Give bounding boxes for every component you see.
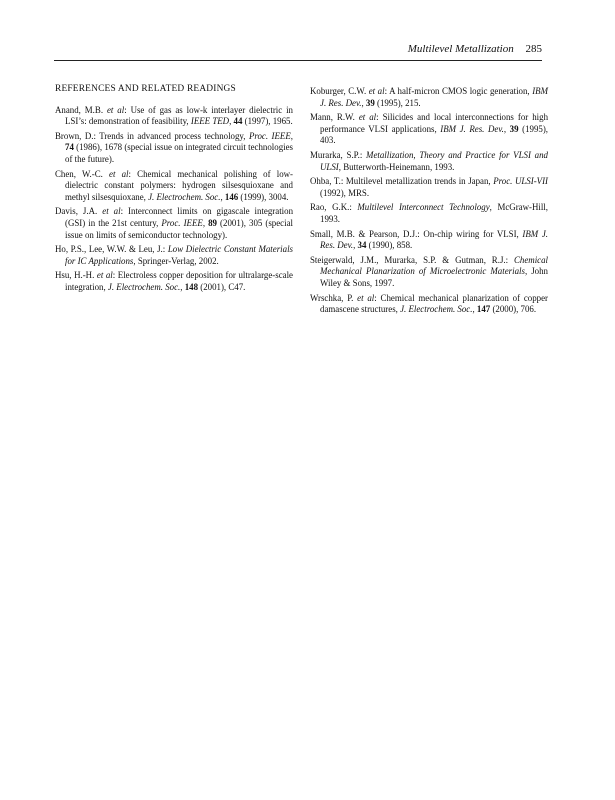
reference-text: , Springer-Verlag, 2002. — [133, 255, 219, 266]
reference-text: : Interconnect limits on gigascale integration (GSI) in the 21st century, — [65, 206, 294, 228]
reference-text: , — [353, 240, 358, 251]
reference-text: (2000), 706. — [490, 304, 537, 315]
reference-text: Murarka, S.P.: — [310, 149, 367, 160]
section-heading: REFERENCES AND RELATED READINGS — [55, 84, 236, 94]
page-number: 285 — [525, 43, 542, 55]
reference-text: Ohba, T.: Multilevel metallization trends in Japan, — [310, 176, 494, 187]
reference-text: Metallization, Theory and Practice for VLSI and ULSI — [320, 149, 548, 172]
reference-text: (1997), 1965. — [242, 116, 293, 127]
reference-text: Proc. IEEE — [248, 130, 291, 141]
reference-text: 146 — [224, 191, 239, 202]
reference-entry — [55, 169, 293, 204]
reference-text: , — [361, 97, 366, 108]
reference-text: Proc. IEEE — [161, 217, 203, 228]
reference-text: : A half-micron CMOS logic generation, — [384, 86, 533, 96]
reference-text: Chen, W.-C. — [55, 168, 110, 179]
reference-text: IBM J. Res. Dev. — [320, 228, 549, 251]
reference-text: Low Dielectric Constant Materials for IC Applications — [65, 244, 293, 266]
reference-entry — [310, 255, 548, 290]
reference-text: (1999), 3004. — [238, 191, 289, 202]
reference-entry — [55, 131, 293, 166]
reference-text: , — [220, 191, 225, 202]
reference-text: (1992), MRS. — [320, 187, 370, 198]
right-column — [310, 86, 548, 319]
reference-text: (1995), 403. — [320, 123, 548, 146]
reference-entry — [310, 176, 548, 199]
reference-entry — [310, 229, 548, 252]
reference-text: , — [180, 281, 185, 292]
reference-text: : Chemical mechanical polishing of low-dielectric constant polymers: hydrogen silsesquioxane and methyl silsesquioxane, — [65, 168, 293, 202]
reference-text: et al — [109, 168, 129, 179]
reference-entry — [55, 244, 293, 267]
running-title: Multilevel Metallization — [407, 43, 514, 55]
reference-text: : Silicides and local interconnections for high performance VLSI applications, — [320, 112, 549, 134]
reference-text: et al — [368, 86, 385, 96]
reference-text: J. Electrochem. Soc. — [107, 281, 181, 292]
reference-text: 89 — [208, 217, 217, 228]
reference-text: (1995), 215. — [374, 97, 421, 108]
reference-text: Proc. ULSI-VII — [493, 176, 548, 187]
reference-text: Small, M.B. & Pearson, D.J.: On-chip wiring for VLSI, — [310, 228, 523, 239]
reference-entry — [310, 150, 548, 173]
reference-list-left — [55, 105, 293, 294]
reference-text: et al — [96, 270, 113, 281]
reference-text: IBM J. Res. Dev. — [440, 123, 504, 134]
reference-text: 39 — [509, 123, 519, 134]
running-head — [408, 43, 542, 55]
reference-list-right — [310, 86, 548, 316]
reference-text: , McGraw-Hill, 1993. — [320, 202, 548, 224]
reference-text: (2001), C47. — [198, 281, 246, 292]
reference-text: : Chemical mechanical planarization of copper damascene structures, — [320, 292, 549, 315]
reference-entry — [55, 270, 293, 293]
reference-text: , Butterworth-Heinemann, 1993. — [338, 161, 455, 172]
reference-text: et al — [357, 292, 375, 303]
reference-text: et al — [358, 112, 377, 123]
reference-entry — [310, 112, 548, 147]
reference-text: (1990), 858. — [366, 240, 413, 251]
reference-text: (2001), 305 (special issue on limits of semiconductor technology). — [65, 217, 293, 240]
reference-text: , John Wiley & Sons, 1997. — [320, 266, 548, 288]
reference-entry — [310, 293, 548, 316]
reference-text: Steigerwald, J.M., Murarka, S.P. & Gutman, R.J.: — [310, 254, 514, 265]
reference-text: Anand, M.B. — [55, 104, 107, 115]
reference-text: et al — [106, 104, 125, 115]
reference-text: Rao, G.K.: — [310, 202, 358, 213]
reference-entry — [55, 105, 293, 128]
reference-text: : Electroless copper deposition for ultralarge-scale integration, — [65, 270, 293, 292]
reference-text: (1986), 1678 (special issue on integrated circuit technologies of the future). — [65, 142, 293, 164]
reference-text: Brown, D.: Trends in advanced process technology, — [55, 130, 249, 141]
reference-text: 74 — [65, 142, 74, 153]
reference-text: J. Electrochem. Soc. — [400, 304, 473, 315]
reference-text: 147 — [476, 304, 491, 315]
reference-text: 34 — [357, 240, 367, 251]
reference-text: 148 — [184, 281, 199, 292]
reference-text: et al — [102, 206, 121, 217]
reference-text: : Use of gas as low-k interlayer dielectric in LSI’s: demonstration of feasibility, — [65, 104, 293, 127]
reference-text: J. Electrochem. Soc. — [148, 191, 221, 202]
reference-entry — [310, 86, 548, 109]
reference-text: , — [503, 123, 510, 134]
left-column — [55, 84, 293, 297]
header-rule — [54, 60, 542, 61]
reference-text: Ho, P.S., Lee, W.W. & Leu, J.: — [55, 244, 168, 255]
reference-entry — [55, 206, 293, 241]
reference-text: 44 — [233, 116, 243, 127]
reference-text: IEEE TED — [190, 116, 230, 127]
reference-text: Multilevel Interconnect Technology — [357, 202, 490, 213]
reference-text: Chemical Mechanical Planarization of Microelectronic Materials — [320, 254, 548, 277]
reference-entry — [310, 202, 548, 225]
reference-text: Wrschka, P. — [310, 292, 358, 303]
reference-text: , — [202, 217, 209, 228]
reference-text: Hsu, H.-H. — [55, 270, 97, 281]
reference-text: IBM J. Res. Dev. — [320, 86, 548, 108]
reference-text: Koburger, C.W. — [310, 86, 369, 96]
reference-text: , — [229, 116, 234, 127]
reference-text: Mann, R.W. — [310, 112, 359, 123]
reference-text: , — [290, 130, 293, 141]
reference-text: 39 — [365, 97, 375, 108]
reference-text: , — [472, 304, 477, 315]
reference-text: Davis, J.A. — [55, 206, 103, 217]
